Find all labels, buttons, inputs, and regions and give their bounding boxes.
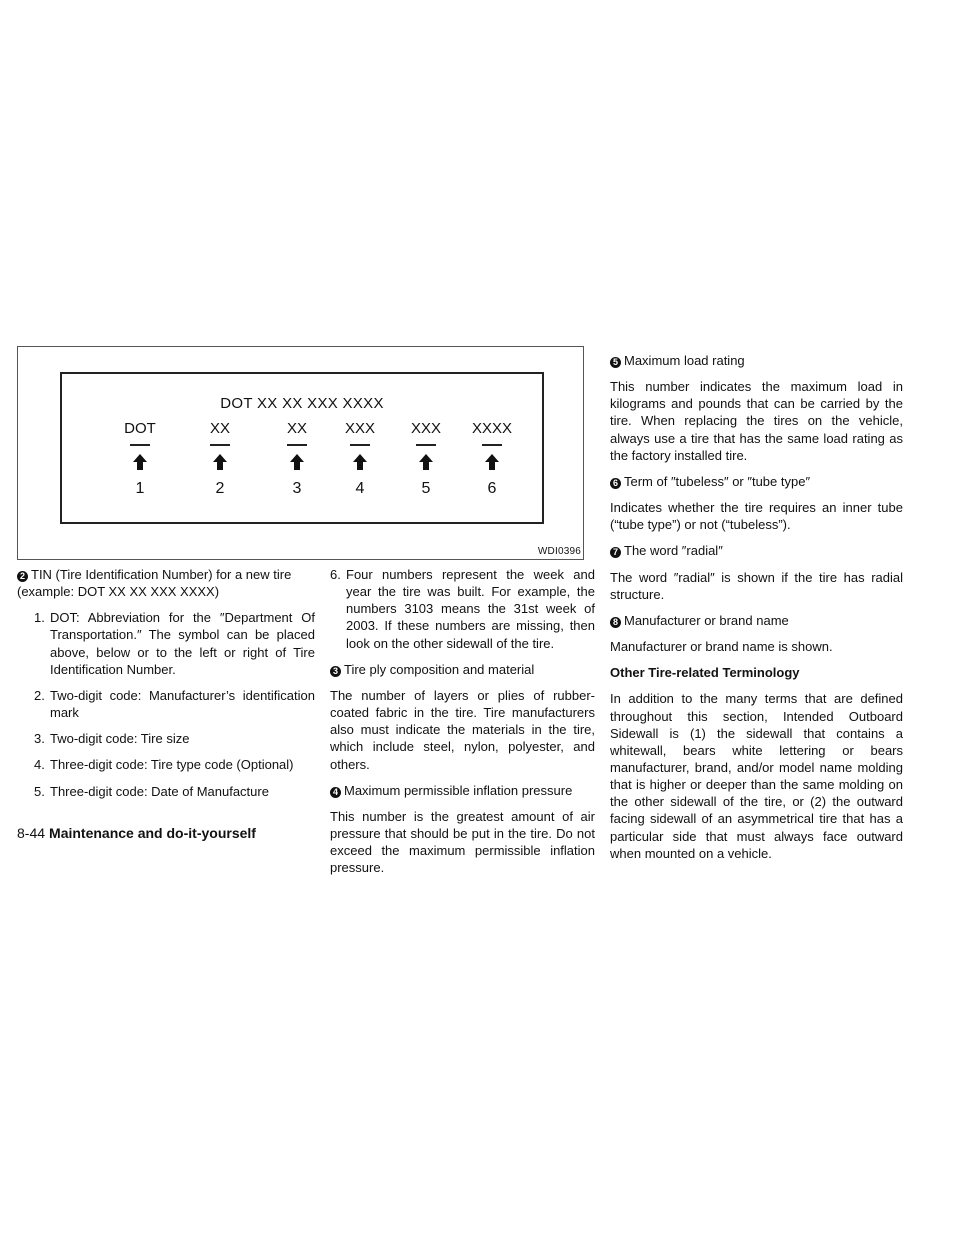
diagram-column-1: [110, 420, 170, 499]
figure-id: WDI0396: [537, 545, 581, 557]
diagram-column-3: [267, 420, 327, 499]
list-item: 4. Three-digit code: Tire type code (Optional): [34, 757, 294, 773]
item-marker-icon: 2: [17, 571, 28, 582]
item-2-heading: 2 TIN (Tire Identification Number) for a new tire (example: DOT XX XX XXX XXXX): [17, 567, 292, 600]
text-column-2: [330, 566, 595, 886]
column-code: XXX: [410, 420, 441, 437]
underline-bar: [210, 444, 230, 446]
item-6-heading: 6 Term of ″tubeless″ or ″tube type″: [610, 473, 903, 490]
diagram-column-4: [330, 420, 390, 499]
list-item: 5. Three-digit code: Date of Manufacture: [34, 783, 269, 799]
up-arrow-icon: [419, 454, 433, 470]
diagram-column-2: [190, 420, 250, 499]
item-marker-icon: 8: [610, 617, 621, 628]
text-column-3: [610, 352, 903, 871]
column-number: 5: [421, 480, 431, 497]
tin-code-list-continued: [330, 566, 595, 652]
up-arrow-icon: [353, 454, 367, 470]
item-3-heading: 3 Tire ply composition and material: [330, 661, 595, 678]
column-code: XX: [286, 420, 307, 437]
column-code: XX: [209, 420, 230, 437]
item-marker-icon: 3: [330, 666, 341, 677]
section-subheading: Other Tire-related Terminology: [610, 665, 800, 681]
item-marker-icon: 5: [610, 357, 621, 368]
item-5-heading: 5 Maximum load rating: [610, 352, 903, 369]
column-code: DOT: [124, 420, 156, 437]
item-5-body: This number indicates the maximum load in kilograms and pounds that can be carried by the tire. When replacing the tires on the vehicle, always use a tire that has the same load rating as the factory installed tire.: [610, 379, 903, 463]
column-number: 1: [135, 480, 145, 497]
underline-bar: [482, 444, 502, 446]
list-item: 6. Four numbers represent the week and year the tire was built. For example, the numbers 3103 means the 31st week of 2003. If these numbers are missing, then look on the other sidewall of the tire.: [330, 567, 595, 651]
item-4-body: This number is the greatest amount of air pressure that should be put in the tire. Do not exceed the maximum permissible inflation pressure.: [330, 808, 595, 876]
up-arrow-icon: [290, 454, 304, 470]
column-number: 6: [487, 480, 497, 497]
underline-bar: [130, 444, 150, 446]
diagram-title: DOT XX XX XXX XXXX: [220, 395, 384, 412]
item-4-heading: 4 Maximum permissible inflation pressure: [330, 782, 595, 799]
item-3-body: The number of layers or plies of rubber-coated fabric in the tire. Tire manufacturers also must indicate the materials in the tire, which include steel, nylon, polyester, and others.: [330, 687, 595, 772]
column-code: XXXX: [471, 420, 513, 437]
column-number: 3: [292, 480, 302, 497]
column-code: XXX: [344, 420, 375, 437]
underline-bar: [287, 444, 307, 446]
column-number: 2: [215, 480, 225, 497]
item-marker-icon: 4: [330, 787, 341, 798]
tin-code-list: [17, 609, 315, 799]
underline-bar: [416, 444, 436, 446]
item-8-heading: 8 Manufacturer or brand name: [610, 612, 903, 629]
up-arrow-icon: [213, 454, 227, 470]
item-marker-icon: 7: [610, 547, 621, 558]
item-marker-icon: 6: [610, 478, 621, 489]
item-7-body: The word ″radial″ is shown if the tire has radial structure.: [610, 569, 903, 602]
tin-figure: [17, 346, 584, 560]
item-6-body: Indicates whether the tire requires an inner tube (“tube type”) or not (“tubeless”).: [610, 500, 903, 533]
item-7-heading: 7 The word ″radial″: [610, 542, 903, 559]
up-arrow-icon: [485, 454, 499, 470]
page-footer: [17, 824, 256, 842]
section-title: Maintenance and do-it-yourself: [49, 825, 256, 841]
up-arrow-icon: [133, 454, 147, 470]
column-number: 4: [355, 480, 365, 497]
list-item: 1. DOT: Abbreviation for the ″Department Of Transportation.″ The symbol can be placed above, below or to the left or right of Tire Identification Number.: [34, 610, 315, 677]
list-item: 3. Two-digit code: Tire size: [34, 731, 190, 747]
diagram-column-6: [462, 420, 522, 499]
diagram-column-5: [396, 420, 456, 499]
page-number: 8-44: [17, 825, 46, 841]
list-item: 2. Two-digit code: Manufacturer’s identification mark: [34, 687, 315, 721]
underline-bar: [350, 444, 370, 446]
text-column-1: [17, 566, 315, 809]
section-body: In addition to the many terms that are defined throughout this section, Intended Outboard Sidewall is (1) the sidewall that contains a whitewall, bears white lettering or bears manufacturer, brand, and/or model name molding that is higher or deeper than the same molding on the other sidewall of the tire, or (2) the outward facing sidewall of an asymmetrical tire that has a particular side that must always face outward when mounted on a vehicle.: [610, 691, 903, 861]
item-8-body: Manufacturer or brand name is shown.: [610, 639, 833, 655]
tin-diagram-frame: [60, 372, 544, 524]
